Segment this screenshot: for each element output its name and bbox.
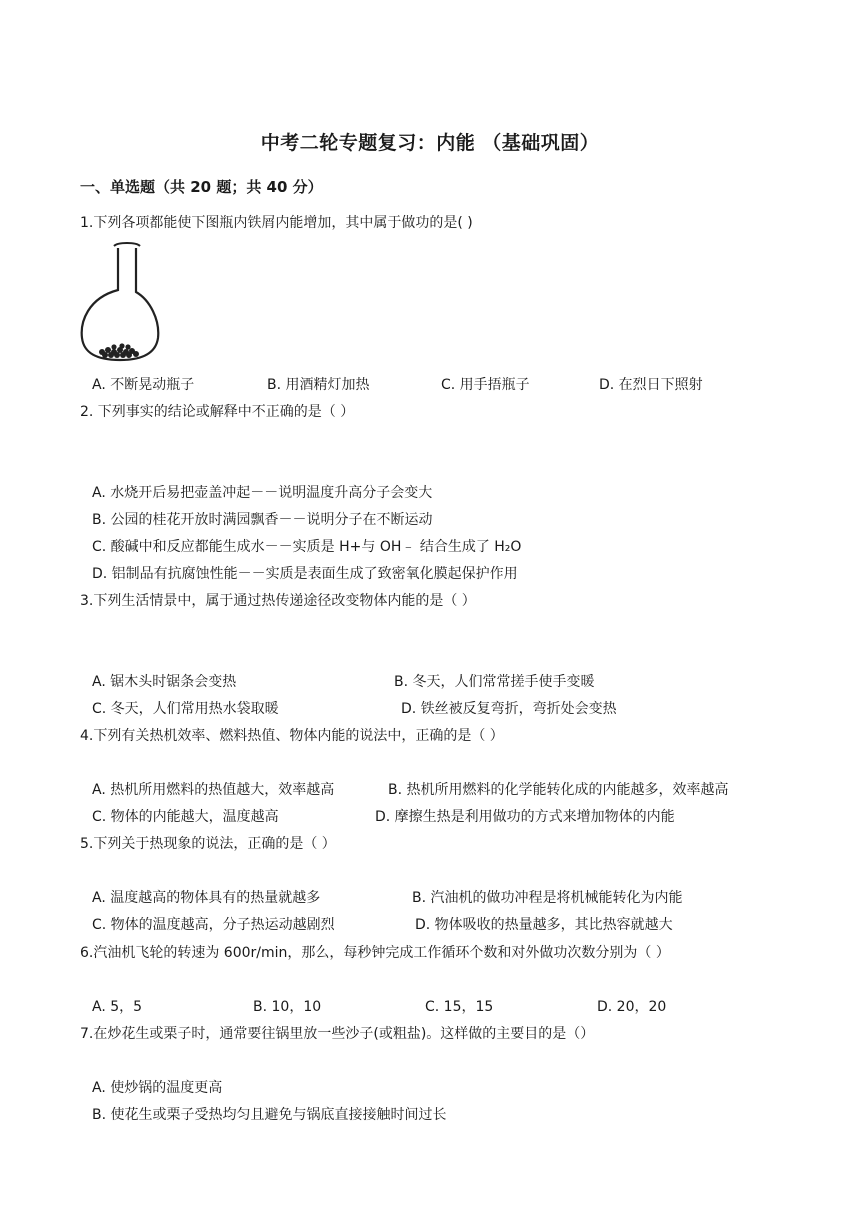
question-7-option-a: A. 使炒锅的温度更高 xyxy=(92,1080,223,1096)
question-3-option-d: D. 铁丝被反复弯折，弯折处会变热 xyxy=(401,701,617,717)
question-4-option-a: A. 热机所用燃料的热值越大，效率越高 xyxy=(92,782,335,798)
question-1-option-d: D. 在烈日下照射 xyxy=(599,377,703,393)
question-4-option-c: C. 物体的内能越大，温度越高 xyxy=(92,809,279,825)
question-1-option-c: C. 用手捂瓶子 xyxy=(441,377,530,393)
question-7-option-b: B. 使花生或栗子受热均匀且避免与锅底直接接触时间过长 xyxy=(92,1107,447,1123)
flask-outline xyxy=(82,248,159,360)
iron-filings xyxy=(99,343,139,358)
question-5-stem: 5.下列关于热现象的说法，正确的是（ ） xyxy=(80,836,336,852)
question-1-stem: 1.下列各项都能使下图瓶内铁屑内能增加，其中属于做功的是( ) xyxy=(80,215,473,231)
question-6-stem: 6.汽油机飞轮的转速为 600r/min，那么，每秒钟完成工作循环个数和对外做功次数分别为（ ） xyxy=(80,945,670,961)
question-2-stem: 2. 下列事实的结论或解释中不正确的是（ ） xyxy=(80,404,355,420)
question-6-option-b: B. 10，10 xyxy=(253,999,322,1015)
question-7-stem: 7.在炒花生或栗子时，通常要往锅里放一些沙子(或粗盐)。这样做的主要目的是（） xyxy=(80,1026,595,1042)
round-bottom-flask-figure xyxy=(78,240,162,364)
question-6-option-a: A. 5，5 xyxy=(92,999,143,1015)
question-3-option-c: C. 冬天，人们常用热水袋取暖 xyxy=(92,701,279,717)
document-title: 中考二轮专题复习：内能 （基础巩固） xyxy=(260,132,600,154)
question-1-option-a: A. 不断晃动瓶子 xyxy=(92,377,195,393)
question-4-option-b: B. 热机所用燃料的化学能转化成的内能越多，效率越高 xyxy=(388,782,729,798)
question-6-option-c: C. 15，15 xyxy=(425,999,494,1015)
question-2-option-b: B. 公园的桂花开放时满园飘香－－说明分子在不断运动 xyxy=(92,512,433,528)
question-5-option-a: A. 温度越高的物体具有的热量就越多 xyxy=(92,890,321,906)
question-5-option-b: B. 汽油机的做功冲程是将机械能转化为内能 xyxy=(412,890,683,906)
question-4-stem: 4.下列有关热机效率、燃料热值、物体内能的说法中，正确的是（ ） xyxy=(80,728,504,744)
question-6-option-d: D. 20，20 xyxy=(597,999,667,1015)
question-2-option-d: D. 铝制品有抗腐蚀性能－－实质是表面生成了致密氧化膜起保护作用 xyxy=(92,566,518,582)
question-2-option-a: A. 水烧开后易把壶盖冲起－－说明温度升高分子会变大 xyxy=(92,485,433,501)
question-4-option-d: D. 摩擦生热是利用做功的方式来增加物体的内能 xyxy=(375,809,675,825)
question-2-option-c: C. 酸碱中和反应都能生成水－－实质是 H+与 OH﹣ 结合生成了 H₂O xyxy=(92,539,522,555)
question-3-stem: 3.下列生活情景中，属于通过热传递途径改变物体内能的是（ ） xyxy=(80,593,476,609)
question-1-option-b: B. 用酒精灯加热 xyxy=(267,377,370,393)
flask-lip xyxy=(114,243,140,246)
section-heading: 一、单选题（共 20 题；共 40 分） xyxy=(80,178,323,196)
question-3-option-b: B. 冬天，人们常常搓手使手变暖 xyxy=(394,674,595,690)
question-3-option-a: A. 锯木头时锯条会变热 xyxy=(92,674,237,690)
question-5-option-c: C. 物体的温度越高，分子热运动越剧烈 xyxy=(92,917,335,933)
question-5-option-d: D. 物体吸收的热量越多，其比热容就越大 xyxy=(415,917,673,933)
